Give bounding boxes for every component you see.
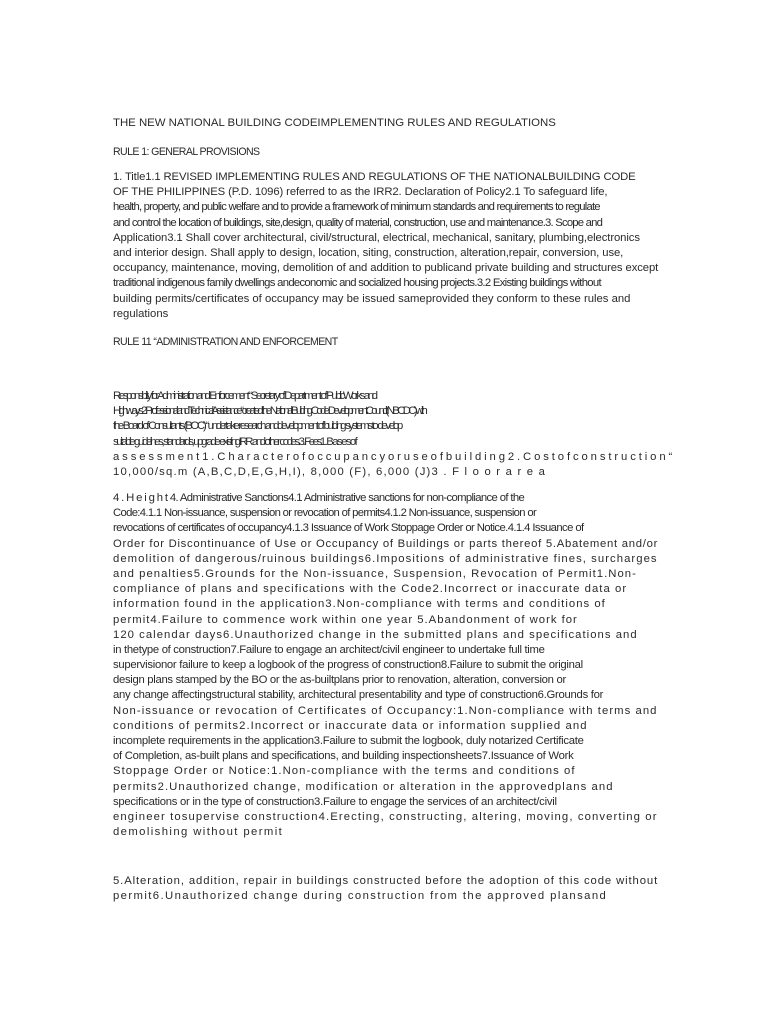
text-line: supervisionor failure to keep a logbook of the progress of construction8.Failure to submit the original (113, 659, 583, 672)
text-line: demolition of dangerous/ruinous buildings6.Impositions of administrative fines, surcharges (113, 552, 658, 565)
text-line: Stoppage Order or Notice:1.Non-compliance with the terms and conditions of (113, 765, 576, 778)
text-line: OF THE PHILIPPINES (P.D. 1096) referred to as the IRR2. Declaration of Policy2.1 To safeguard life, (113, 186, 608, 199)
text-line: design plans stamped by the BO or the as-builtplans prior to renovation, alteration, conversion or (113, 674, 566, 687)
text-line: 1. Title1.1 REVISED IMPLEMENTING RULES AND REGULATIONS OF THE NATIONALBUILDING CODE (113, 171, 636, 183)
text-line: traditional indigenous family dwellings andeconomic and socialized housing projects.3.2 Existing buildings without (113, 277, 601, 290)
rule-1-heading: RULE 1: GENERAL PROVISIONS (113, 146, 260, 158)
text-line: a s s e s s m e n t 1 . C h a r a c t e r o f o c c u p a n c y o r u s e o f b u i l d i n g 2 . C o s t o f c o n s t r u c t i o n “ (113, 450, 673, 463)
text-line: Application3.1 Shall cover architectural, civil/structural, electrical, mechanical, sanitary, plumbing,electronics (113, 231, 640, 244)
text-line: any change affectingstructural stability, architectural presentability and type of construction6.Grounds for (113, 689, 604, 702)
text-line: engineer tosupervise construction4.Erecting, constructing, altering, moving, converting or (113, 810, 658, 823)
text-line: of Completion, as-built plans and specifications, and building inspectionsheets7.Issuance of Work (113, 750, 574, 763)
text-line: Highways2.Professional and Technical Assistance “created the National Building Code DevelopmentCouncil (NBCDC) with (113, 405, 426, 418)
text-line: compliance of plans and specifications with the Code2.Incorrect or inaccurate data or (113, 583, 628, 596)
text-line: 120 calendar days6.Unauthorized change in the submitted plans and specifications and (113, 628, 638, 641)
text-line: specifications or in the type of construction3.Failure to engage the services of an architect/civil (113, 795, 557, 808)
rule-2-heading: RULE 11 “ADMINISTRATION AND ENFORCEMENT (113, 336, 338, 348)
text-line: building permits/certificates of occupancy may be issued sameprovided they conform to these rules and (113, 292, 631, 305)
text-line: permit4.Failure to commence work within one year 5.Abandonment of work for (113, 613, 578, 626)
text-line: conditions of permits2.Incorrect or inaccurate data or information supplied and (113, 719, 588, 732)
text-line: 4 . H e i g h t 4. Administrative Sanctions4.1 Administrative sanctions for non-compliance of the (113, 492, 525, 504)
text-line: and penalties5.Grounds for the Non-issuance, Suspension, Revocation of Permit1.Non- (113, 567, 637, 580)
text-line: the Board of Consultants (BOC) “ undertake research anddevelopment of building systems to develop (113, 420, 402, 433)
text-line: occupancy, maintenance, moving, demolition of and addition to publicand private building and structures except (113, 262, 659, 275)
text-line: health, property, and public welfare and to provide a framework of minimum standards and requirements to regulate (113, 201, 600, 214)
closing-paragraph (113, 874, 658, 904)
text-line: incomplete requirements in the application3.Failure to submit the logbook, duly notarized Certificate (113, 735, 584, 747)
text-line: and control the location of buildings, site,design, quality of material, construction, use and maintenance.3. Scope and (113, 216, 603, 229)
text-line: in thetype of construction7.Failure to engage an architect/civil engineer to undertake full time (113, 643, 545, 656)
text-line: permits2.Unauthorized change, modification or alteration in the approvedplans and (113, 780, 614, 793)
text-line: Order for Discontinuance of Use or Occupancy of Buildings or parts thereof 5.Abatement and/or (113, 537, 659, 550)
rule-1-paragraph (113, 170, 658, 322)
sanctions-paragraph (113, 491, 658, 840)
administration-paragraph (113, 389, 672, 480)
text-line: suitable guidelines, standards, upgrade existingIRR and other codes.3. Fees1 . B a s e s o f (113, 435, 356, 448)
text-line: 10,000/sq.m (A,B,C,D,E,G,H,I), 8,000 (F), 6,000 (J)3 . F l o o r a r e a (113, 465, 547, 478)
text-line: Responsibility for Administration and Enforcement “ Secretary of Department of PublicWorks and (113, 390, 376, 402)
text-line: information found in the application3.Non-compliance with terms and conditions of (113, 598, 606, 611)
text-line: and interior design. Shall apply to design, location, siting, construction, alteration,repair, conversion, use, (113, 246, 624, 259)
text-line: Non-issuance or revocation of Certificates of Occupancy:1.Non-compliance with terms and (113, 704, 658, 717)
text-line: revocations of certificates of occupancy4.1.3 Issuance of Work Stoppage Order or Notice.4.1.4 Issuance of (113, 522, 584, 535)
text-line: permit6.Unauthorized change during construction from the approved plansand (113, 890, 608, 903)
text-line: demolishing without permit (113, 826, 284, 839)
document-title: THE NEW NATIONAL BUILDING CODEIMPLEMENTING RULES AND REGULATIONS (113, 117, 556, 129)
text-line: Code:4.1.1 Non-issuance, suspension or revocation of permits4.1.2 Non-issuance, suspension or (113, 507, 537, 520)
text-line: 5.Alteration, addition, repair in buildings constructed before the adoption of this code without (113, 875, 659, 887)
text-line: regulations (113, 307, 169, 320)
